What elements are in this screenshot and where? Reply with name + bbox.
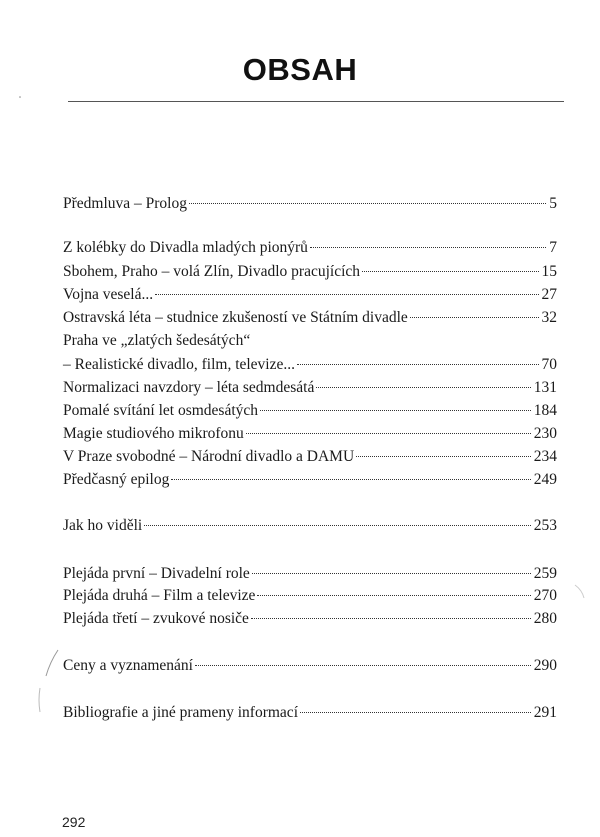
toc-entry bbox=[63, 308, 557, 328]
toc-leader-dots bbox=[310, 247, 546, 248]
toc-leader-dots bbox=[252, 573, 531, 574]
toc-entry-label: Předmluva – Prolog bbox=[63, 195, 187, 212]
toc-entry bbox=[63, 447, 557, 467]
toc-entry-page: 253 bbox=[533, 517, 557, 534]
toc-entry-label: Vojna veselá... bbox=[63, 286, 154, 303]
toc-leader-dots bbox=[362, 271, 538, 272]
toc-entry bbox=[63, 656, 557, 676]
toc-entry-label: Plejáda první – Divadelní role bbox=[63, 565, 250, 582]
toc-leader-dots bbox=[300, 712, 531, 713]
page-number: 292 bbox=[62, 814, 86, 830]
toc-entry-page: 131 bbox=[533, 379, 557, 396]
toc-entry-label: Pomalé svítání let osmdesátých bbox=[63, 402, 259, 419]
toc-entry-page: 5 bbox=[549, 195, 557, 212]
toc-leader-dots bbox=[195, 665, 531, 666]
toc-entry-page: 259 bbox=[533, 565, 557, 582]
toc-leader-dots bbox=[155, 294, 538, 295]
toc-entry-page: 291 bbox=[533, 704, 557, 721]
toc-leader-dots bbox=[251, 618, 531, 619]
toc-entry-label: Ostravská léta – studnice zkušeností ve Státním divadle bbox=[63, 309, 408, 326]
toc-entry bbox=[63, 194, 557, 214]
toc-entry-page: 70 bbox=[541, 356, 557, 373]
toc-leader-dots bbox=[297, 364, 538, 365]
toc-entry-label: Praha ve „zlatých šedesátých“ bbox=[63, 332, 251, 349]
toc-entry bbox=[63, 564, 557, 584]
toc-entry bbox=[63, 238, 557, 258]
page-title: OBSAH bbox=[242, 52, 358, 87]
toc-entry-label: Sbohem, Praho – volá Zlín, Divadlo pracujících bbox=[63, 263, 361, 280]
toc-entry bbox=[63, 703, 557, 723]
toc-entry-label: Plejáda třetí – zvukové nosiče bbox=[63, 610, 249, 627]
toc-entry-label: Předčasný epilog bbox=[63, 471, 170, 488]
toc-entry-page: 184 bbox=[533, 402, 557, 419]
toc-entry bbox=[63, 401, 557, 421]
toc-entry bbox=[63, 516, 557, 536]
toc-leader-dots bbox=[246, 433, 531, 434]
toc-entry-page: 280 bbox=[533, 610, 557, 627]
toc-entry-label: Normalizaci navzdory – léta sedmdesátá bbox=[63, 379, 315, 396]
toc-entry bbox=[63, 424, 557, 444]
toc-leader-dots bbox=[189, 203, 546, 204]
toc-entry bbox=[63, 470, 557, 490]
toc-entry-label: Jak ho viděli bbox=[63, 517, 143, 534]
toc-entry bbox=[63, 586, 557, 606]
toc-entry-page: 249 bbox=[533, 471, 557, 488]
toc-leader-dots bbox=[144, 525, 531, 526]
toc-entry-page: 290 bbox=[533, 657, 557, 674]
toc-leader-dots bbox=[171, 479, 530, 480]
toc-leader-dots bbox=[410, 317, 539, 318]
toc-entry-label: Plejáda druhá – Film a televize bbox=[63, 587, 256, 604]
toc-entry-page: 15 bbox=[541, 263, 557, 280]
toc-entry-page: 27 bbox=[541, 286, 557, 303]
toc-entry-label: Magie studiového mikrofonu bbox=[63, 425, 244, 442]
toc-entry bbox=[63, 378, 557, 398]
toc-entry bbox=[63, 262, 557, 282]
toc-leader-dots bbox=[257, 595, 530, 596]
toc-entry-label: – Realistické divadlo, film, televize... bbox=[63, 356, 296, 373]
toc-leader-dots bbox=[260, 410, 531, 411]
toc-entry bbox=[63, 609, 557, 629]
toc-entry bbox=[63, 285, 557, 305]
toc-entry-label: Bibliografie a jiné prameny informací bbox=[63, 704, 298, 721]
toc-entry-page: 230 bbox=[533, 425, 557, 442]
toc-entry-label: Z kolébky do Divadla mladých pionýrů bbox=[63, 239, 308, 256]
toc-entry-label: Ceny a vyznamenání bbox=[63, 657, 193, 674]
toc-entry-page: 7 bbox=[549, 239, 557, 256]
toc-entry-label: V Praze svobodné – Národní divadlo a DAMU bbox=[63, 448, 355, 465]
toc-entry-page: 32 bbox=[541, 309, 557, 326]
toc-entry-page: 234 bbox=[533, 448, 557, 465]
toc-leader-dots bbox=[356, 456, 531, 457]
toc-entry-page: 270 bbox=[533, 587, 557, 604]
toc-entry bbox=[63, 355, 557, 375]
toc-leader-dots bbox=[316, 387, 530, 388]
